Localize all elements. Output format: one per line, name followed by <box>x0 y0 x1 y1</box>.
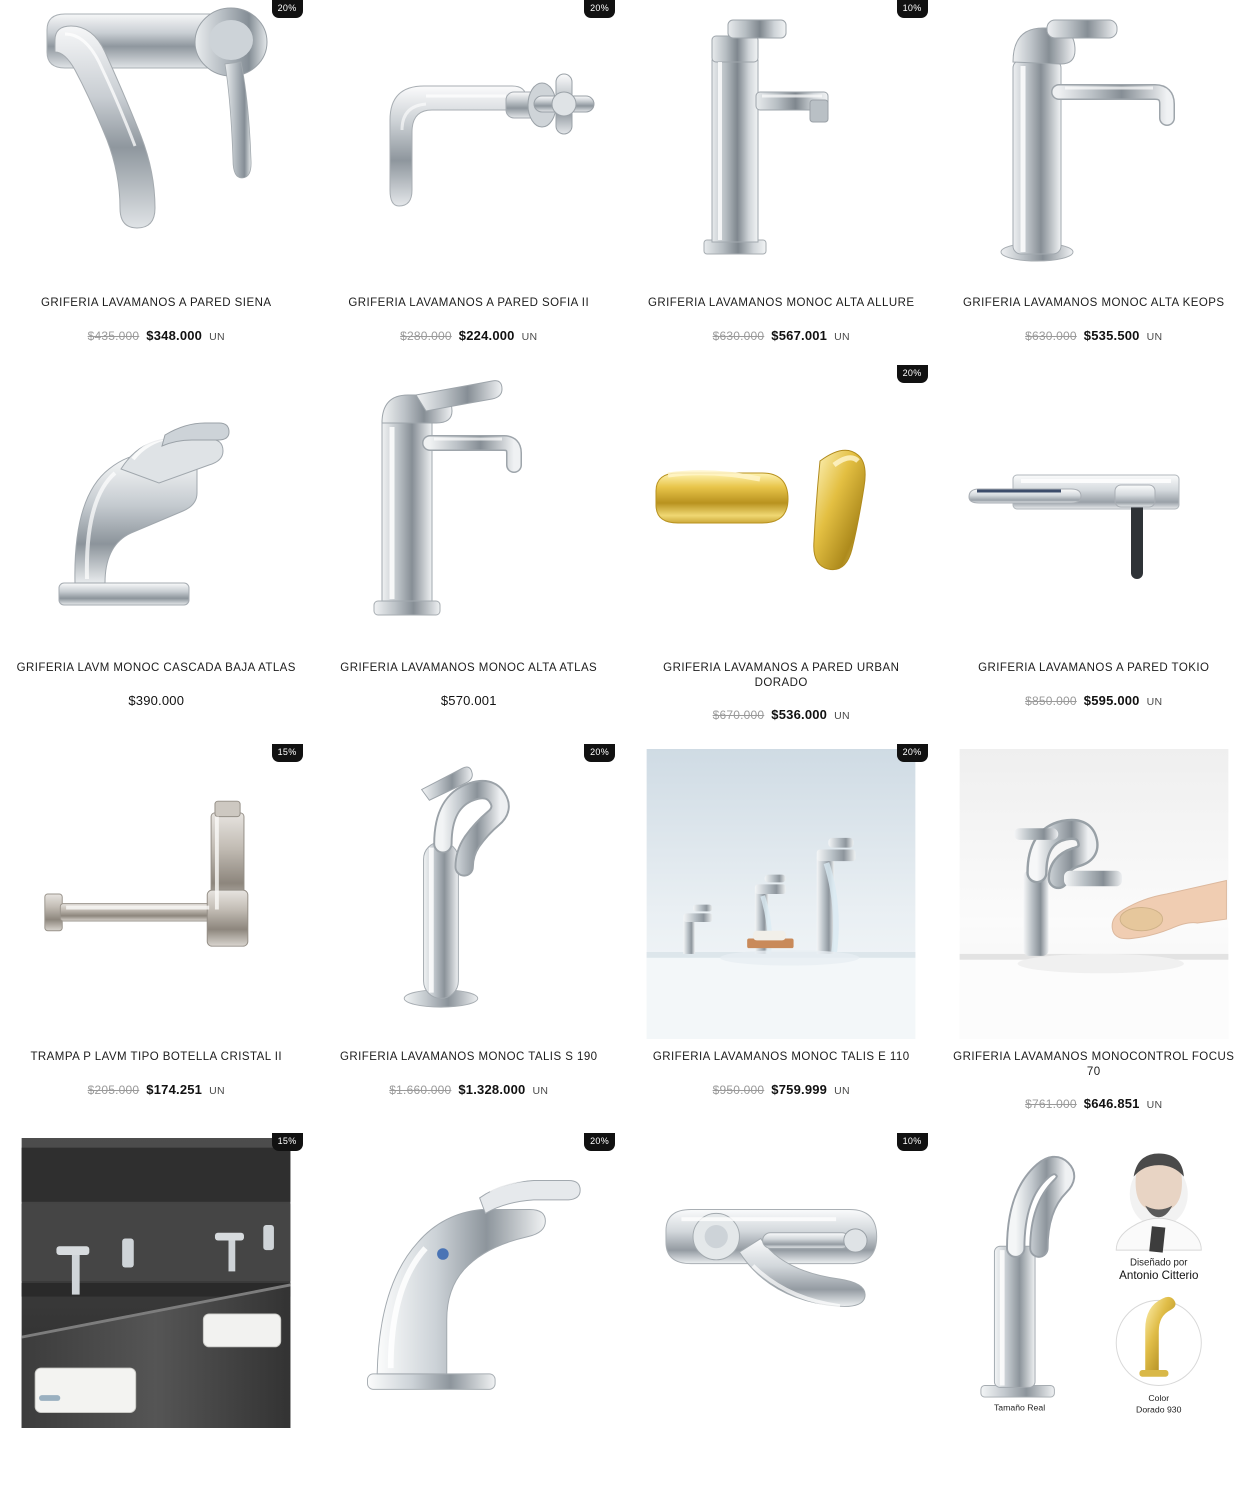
current-price: $759.999 <box>771 1082 827 1097</box>
product-title[interactable]: GRIFERIA LAVAMANOS A PARED SOFIA II <box>348 296 589 312</box>
scene-dark-bathroom-icon <box>17 1138 295 1428</box>
product-card[interactable] <box>313 1133 626 1493</box>
faucet-white-lever-icon <box>330 1138 608 1428</box>
tall-faucet-atlas-icon <box>330 365 608 655</box>
product-image[interactable] <box>938 365 1250 655</box>
discount-badge: 20% <box>897 744 928 762</box>
product-image[interactable] <box>938 0 1250 290</box>
price-row <box>1025 1096 1162 1111</box>
current-price: $536.000 <box>771 707 827 722</box>
old-price: $630.000 <box>713 329 765 343</box>
faucet-talis-s190-icon <box>330 749 608 1039</box>
product-image[interactable] <box>938 744 1250 1044</box>
product-title[interactable]: GRIFERIA LAVAMANOS A PARED TOKIO <box>978 661 1209 677</box>
product-title[interactable]: GRIFERIA LAVAMANOS MONOC ALTA KEOPS <box>963 296 1225 312</box>
product-image[interactable] <box>313 365 626 655</box>
price-row <box>441 693 497 708</box>
price-row <box>88 328 225 343</box>
wall-faucet-urban-gold-icon <box>642 365 920 655</box>
discount-badge: 10% <box>897 1133 928 1151</box>
price-unit: UN <box>834 331 850 343</box>
product-title[interactable]: GRIFERIA LAVM MONOC CASCADA BAJA ATLAS <box>17 661 296 677</box>
bottle-trap-icon <box>17 749 295 1039</box>
old-price: $850.000 <box>1025 694 1077 708</box>
product-title[interactable]: GRIFERIA LAVAMANOS A PARED URBAN DORADO <box>637 661 926 691</box>
product-card[interactable] <box>625 0 938 365</box>
price-unit: UN <box>209 331 225 343</box>
product-card[interactable] <box>625 744 938 1133</box>
product-image[interactable] <box>938 1133 1250 1433</box>
scene-talis-e110-icon <box>642 749 920 1039</box>
product-card[interactable] <box>625 1133 938 1493</box>
product-card[interactable] <box>938 365 1250 744</box>
price-row <box>713 707 850 722</box>
price-unit: UN <box>522 331 538 343</box>
product-image[interactable] <box>0 744 313 1044</box>
old-price: $761.000 <box>1025 1097 1077 1111</box>
product-image[interactable] <box>313 744 626 1044</box>
product-image[interactable] <box>625 365 938 655</box>
product-image[interactable] <box>0 0 313 290</box>
price-row <box>389 1082 548 1097</box>
product-title[interactable]: GRIFERIA LAVAMANOS MONOC ALTA ATLAS <box>340 661 597 677</box>
wall-faucet-tokio-icon <box>955 365 1233 655</box>
discount-badge: 20% <box>584 1133 615 1151</box>
product-card[interactable] <box>0 365 313 744</box>
price-row <box>128 693 184 708</box>
wall-faucet-plate-icon <box>642 1138 920 1428</box>
old-price: $670.000 <box>713 708 765 722</box>
product-title[interactable]: GRIFERIA LAVAMANOS MONOCONTROL FOCUS 70 <box>950 1050 1239 1080</box>
price-unit: UN <box>1147 1099 1163 1111</box>
product-card[interactable] <box>313 365 626 744</box>
product-title[interactable]: GRIFERIA LAVAMANOS A PARED SIENA <box>41 296 271 312</box>
current-price: $348.000 <box>146 328 202 343</box>
price-unit: UN <box>209 1085 225 1097</box>
price-unit: UN <box>1147 331 1163 343</box>
price-row <box>400 328 537 343</box>
current-price: $1.328.000 <box>458 1082 525 1097</box>
product-card[interactable] <box>938 1133 1250 1493</box>
current-price: $535.500 <box>1084 328 1140 343</box>
product-card[interactable] <box>0 0 313 365</box>
product-image[interactable] <box>625 1133 938 1433</box>
price-row <box>1025 693 1162 708</box>
price-unit: UN <box>1147 696 1163 708</box>
product-title[interactable]: GRIFERIA LAVAMANOS MONOC TALIS S 190 <box>340 1050 598 1066</box>
discount-badge: 10% <box>897 0 928 18</box>
price-row <box>713 328 850 343</box>
price-row <box>88 1082 225 1097</box>
price-unit: UN <box>834 1085 850 1097</box>
current-price: $567.001 <box>771 328 827 343</box>
discount-badge: 15% <box>272 744 303 762</box>
old-price: $1.660.000 <box>389 1083 451 1097</box>
price-row <box>1025 328 1162 343</box>
tall-faucet-allure-icon <box>642 0 920 290</box>
product-image[interactable] <box>0 365 313 655</box>
faucet-citterio-designer-icon <box>955 1138 1233 1428</box>
wall-faucet-cross-sofia-icon <box>330 0 608 290</box>
old-price: $950.000 <box>713 1083 765 1097</box>
old-price: $630.000 <box>1025 329 1077 343</box>
discount-badge: 20% <box>584 0 615 18</box>
product-title[interactable]: GRIFERIA LAVAMANOS MONOC ALTA ALLURE <box>648 296 915 312</box>
price-row <box>713 1082 850 1097</box>
current-price: $595.000 <box>1084 693 1140 708</box>
svg-text:Dorado 930: Dorado 930 <box>1136 1404 1182 1414</box>
old-price: $205.000 <box>88 1083 140 1097</box>
product-image[interactable] <box>313 0 626 290</box>
svg-text:Antonio Citterio: Antonio Citterio <box>1119 1269 1198 1282</box>
product-card[interactable] <box>313 0 626 365</box>
svg-text:Tamaño Real: Tamaño Real <box>994 1402 1045 1412</box>
price-unit: UN <box>532 1085 548 1097</box>
current-price: $174.251 <box>146 1082 202 1097</box>
product-title[interactable]: GRIFERIA LAVAMANOS MONOC TALIS E 110 <box>653 1050 910 1066</box>
current-price: $224.000 <box>459 328 515 343</box>
product-image[interactable] <box>313 1133 626 1433</box>
current-price: $646.851 <box>1084 1096 1140 1111</box>
discount-badge: 20% <box>897 365 928 383</box>
product-title[interactable]: TRAMPA P LAVM TIPO BOTELLA CRISTAL II <box>30 1050 282 1066</box>
discount-badge: 20% <box>584 744 615 762</box>
product-image[interactable] <box>625 744 938 1044</box>
price-unit: UN <box>834 710 850 722</box>
old-price: $280.000 <box>400 329 452 343</box>
product-card[interactable] <box>0 1133 313 1493</box>
product-image[interactable] <box>0 1133 313 1433</box>
current-price: $390.000 <box>128 693 184 708</box>
product-card[interactable] <box>938 744 1250 1133</box>
cascade-faucet-atlas-icon <box>17 365 295 655</box>
wall-faucet-siena-icon <box>17 0 295 290</box>
svg-text:Diseñado por: Diseñado por <box>1130 1257 1188 1268</box>
scene-focus70-hand-icon <box>955 749 1233 1039</box>
product-image[interactable] <box>625 0 938 290</box>
discount-badge: 20% <box>272 0 303 18</box>
product-card[interactable] <box>625 365 938 744</box>
tall-faucet-keops-icon <box>955 0 1233 290</box>
product-card[interactable] <box>0 744 313 1133</box>
product-card[interactable] <box>938 0 1250 365</box>
svg-text:Color: Color <box>1148 1393 1169 1403</box>
current-price: $570.001 <box>441 693 497 708</box>
old-price: $435.000 <box>88 329 140 343</box>
product-card[interactable] <box>313 744 626 1133</box>
discount-badge: 15% <box>272 1133 303 1151</box>
